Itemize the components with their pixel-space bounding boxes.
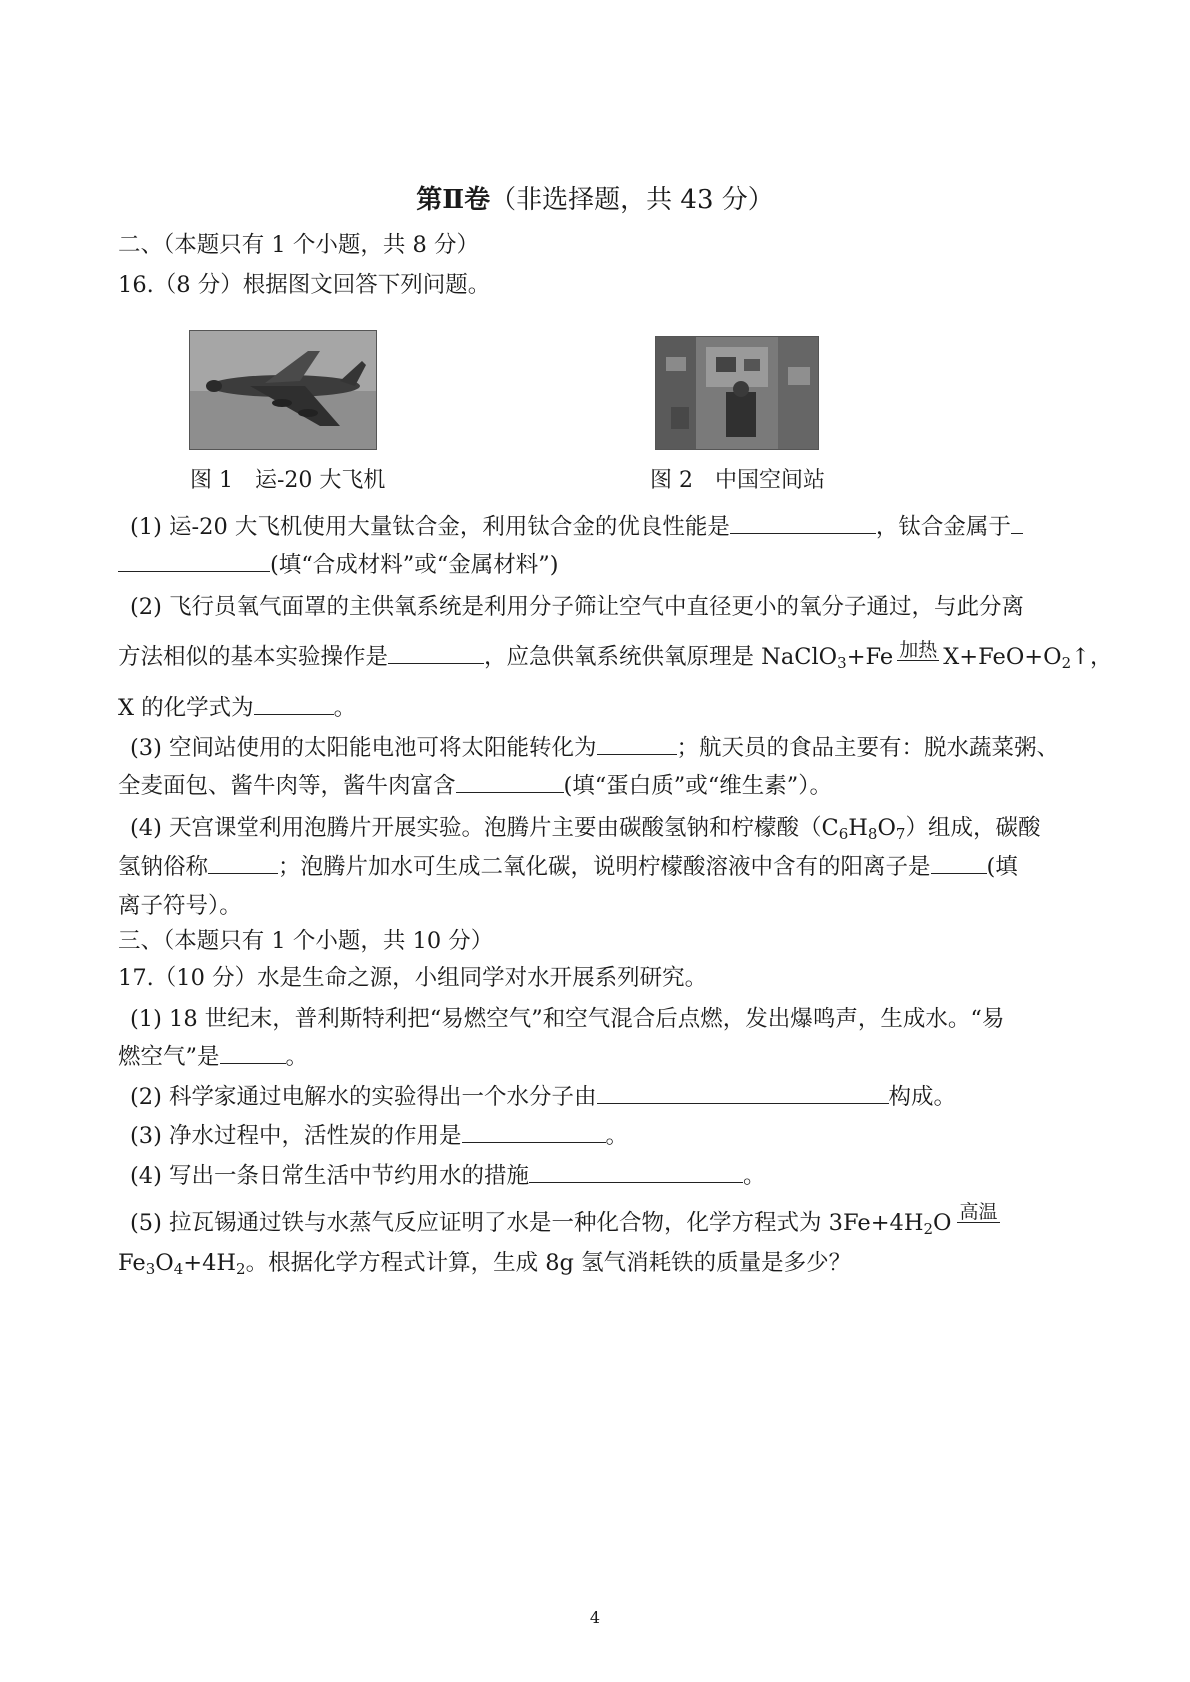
q16-part2-line3 bbox=[118, 693, 356, 723]
q16-4-text-h: H bbox=[848, 815, 868, 841]
q16-2-blank-a[interactable] bbox=[388, 643, 484, 664]
q17-4-text-b: 。 bbox=[743, 1163, 766, 1189]
section3-header: 三、（本题只有 1 个小题，共 10 分） bbox=[118, 928, 494, 954]
q17-part1-line1: (1) 18 世纪末，普利斯特利把“易燃空气”和空气混合后点燃，发出爆鸣声，生成水。“易 bbox=[130, 1006, 1005, 1032]
q17-3-blank[interactable] bbox=[462, 1122, 606, 1143]
q17-2-blank[interactable] bbox=[597, 1083, 889, 1104]
figure-1-caption: 图 1 运-20 大飞机 bbox=[190, 468, 386, 493]
q16-4-blank-b[interactable] bbox=[931, 853, 987, 874]
q16-4-text-c: 氢钠俗称 bbox=[118, 854, 209, 880]
q16-4-text-b: ）组成，碳酸 bbox=[905, 815, 1041, 841]
q16-2-blank-b[interactable] bbox=[254, 694, 334, 715]
q16-4-text-a: (4) 天宫课堂利用泡腾片开展实验。泡腾片主要由碳酸氢钠和柠檬酸（C bbox=[130, 815, 839, 841]
q17-part3 bbox=[130, 1121, 628, 1151]
q16-1-text-b: ，钛合金属于 bbox=[875, 514, 1011, 540]
page-title bbox=[0, 183, 1190, 217]
q16-3-text-b: ；航天员的食品主要有：脱水蔬菜粥、 bbox=[676, 735, 1060, 761]
aircraft-image bbox=[190, 331, 376, 449]
q16-1-text-c: (填“合成材料”或“金属材料”) bbox=[270, 552, 559, 578]
q16-1-blank-b-start[interactable] bbox=[1011, 513, 1023, 534]
q17-stem: 17.（10 分）水是生命之源，小组同学对水开展系列研究。 bbox=[118, 965, 708, 991]
q16-2-text-g: X 的化学式为 bbox=[118, 695, 254, 721]
q17-5-text-e: +4H bbox=[183, 1250, 237, 1276]
q17-4-text-a: (4) 写出一条日常生活中节约用水的措施 bbox=[130, 1163, 530, 1189]
q16-4-sub-8: 8 bbox=[867, 825, 878, 843]
q17-part5-line1 bbox=[130, 1201, 1000, 1238]
q16-1-blank-b[interactable] bbox=[118, 551, 270, 572]
q16-part2-line1: (2) 飞行员氧气面罩的主供氧系统是利用分子筛让空气中直径更小的氧分子通过，与此分离 bbox=[130, 594, 1025, 620]
q17-1-text-b: 燃空气”是 bbox=[118, 1044, 220, 1070]
q17-part1-line2 bbox=[118, 1042, 308, 1072]
figure-2-space-station-photo bbox=[655, 336, 819, 450]
space-station-image bbox=[656, 337, 818, 449]
q16-2-text-c: ，应急供氧系统供氧原理是 NaClO bbox=[484, 644, 838, 670]
q16-4-sub-7: 7 bbox=[895, 825, 906, 843]
condition-high-temp-label: 高温 bbox=[959, 1201, 998, 1223]
q16-part3-line2 bbox=[118, 771, 832, 801]
q17-2-text-b: 构成。 bbox=[888, 1084, 957, 1110]
q16-part2-line2 bbox=[118, 639, 1113, 672]
q16-2-text-b: 方法相似的基本实验操作是 bbox=[118, 644, 389, 670]
q16-2-text-d: +Fe bbox=[846, 644, 894, 670]
q16-3-blank-a[interactable] bbox=[597, 734, 677, 755]
q16-part3-line1 bbox=[130, 733, 1059, 763]
q17-1-text-c: 。 bbox=[285, 1044, 309, 1070]
page-number: 4 bbox=[589, 1608, 601, 1627]
q16-4-text-o: O bbox=[877, 815, 896, 841]
title-bold: 第Ⅱ卷 bbox=[416, 185, 491, 215]
q16-stem: 16.（8 分）根据图文回答下列问题。 bbox=[118, 272, 491, 298]
q17-5-sub-2b: 2 bbox=[236, 1260, 246, 1278]
q17-part5-line2 bbox=[118, 1248, 851, 1278]
q16-part4-line1 bbox=[130, 813, 1040, 843]
q17-part4 bbox=[130, 1161, 766, 1191]
q16-2-text-e: X+FeO+O bbox=[943, 644, 1062, 670]
q16-2-sub-2: 2 bbox=[1061, 654, 1072, 672]
q17-5-text-b: O bbox=[933, 1210, 952, 1236]
q16-3-text-c: 全麦面包、酱牛肉等，酱牛肉富含 bbox=[118, 773, 456, 799]
q16-2-sub-3: 3 bbox=[837, 654, 847, 672]
q16-4-sub-6: 6 bbox=[838, 825, 849, 843]
reaction-condition-high-temp bbox=[957, 1202, 999, 1223]
q16-4-text-e: (填 bbox=[986, 854, 1018, 880]
q17-5-sub-4: 4 bbox=[173, 1260, 184, 1278]
q17-5-sub-3: 3 bbox=[145, 1260, 156, 1278]
q16-3-blank-b[interactable] bbox=[456, 772, 564, 793]
q17-5-text-a: (5) 拉瓦锡通过铁与水蒸气反应证明了水是一种化合物，化学方程式为 3Fe+4H bbox=[130, 1210, 924, 1236]
condition-heat-label: 加热 bbox=[899, 639, 938, 661]
q16-part4-line3: 离子符号）。 bbox=[118, 893, 242, 919]
q16-2-text-f: ↑， bbox=[1071, 644, 1113, 670]
q16-2-text-h: 。 bbox=[333, 695, 357, 721]
q17-4-blank[interactable] bbox=[529, 1162, 743, 1183]
q16-4-text-d: ；泡腾片加水可生成二氧化碳，说明柠檬酸溶液中含有的阳离子是 bbox=[278, 854, 931, 880]
q16-part1-line1 bbox=[130, 512, 1023, 542]
q16-1-blank-a[interactable] bbox=[730, 513, 876, 534]
q17-5-text-f: 。根据化学方程式计算，生成 8g 氢气消耗铁的质量是多少？ bbox=[245, 1250, 852, 1276]
q17-2-text-a: (2) 科学家通过电解水的实验得出一个水分子由 bbox=[130, 1084, 597, 1110]
q17-1-blank[interactable] bbox=[220, 1043, 286, 1064]
q16-3-text-d: (填“蛋白质”或“维生素”）。 bbox=[563, 773, 833, 799]
reaction-condition-heat bbox=[897, 640, 939, 661]
q17-5-text-c: Fe bbox=[118, 1250, 146, 1276]
q16-part4-line2 bbox=[118, 852, 1018, 882]
q16-4-blank-a[interactable] bbox=[208, 853, 278, 874]
q17-5-sub-2a: 2 bbox=[923, 1220, 934, 1238]
q16-part1-line2 bbox=[118, 550, 559, 580]
q17-3-text-b: 。 bbox=[605, 1123, 629, 1149]
section2-header: 二、（本题只有 1 个小题，共 8 分） bbox=[118, 232, 479, 258]
q17-5-text-d: O bbox=[155, 1250, 174, 1276]
q17-3-text-a: (3) 净水过程中，活性炭的作用是 bbox=[130, 1123, 462, 1149]
q16-3-text-a: (3) 空间站使用的太阳能电池可将太阳能转化为 bbox=[130, 735, 597, 761]
title-rest: （非选择题，共 43 分） bbox=[490, 185, 774, 215]
figure-1-aircraft-photo bbox=[189, 330, 377, 450]
q17-part2 bbox=[130, 1082, 956, 1112]
q16-1-text-a: (1) 运-20 大飞机使用大量钛合金，利用钛合金的优良性能是 bbox=[130, 514, 730, 540]
figure-2-caption: 图 2 中国空间站 bbox=[650, 468, 825, 493]
